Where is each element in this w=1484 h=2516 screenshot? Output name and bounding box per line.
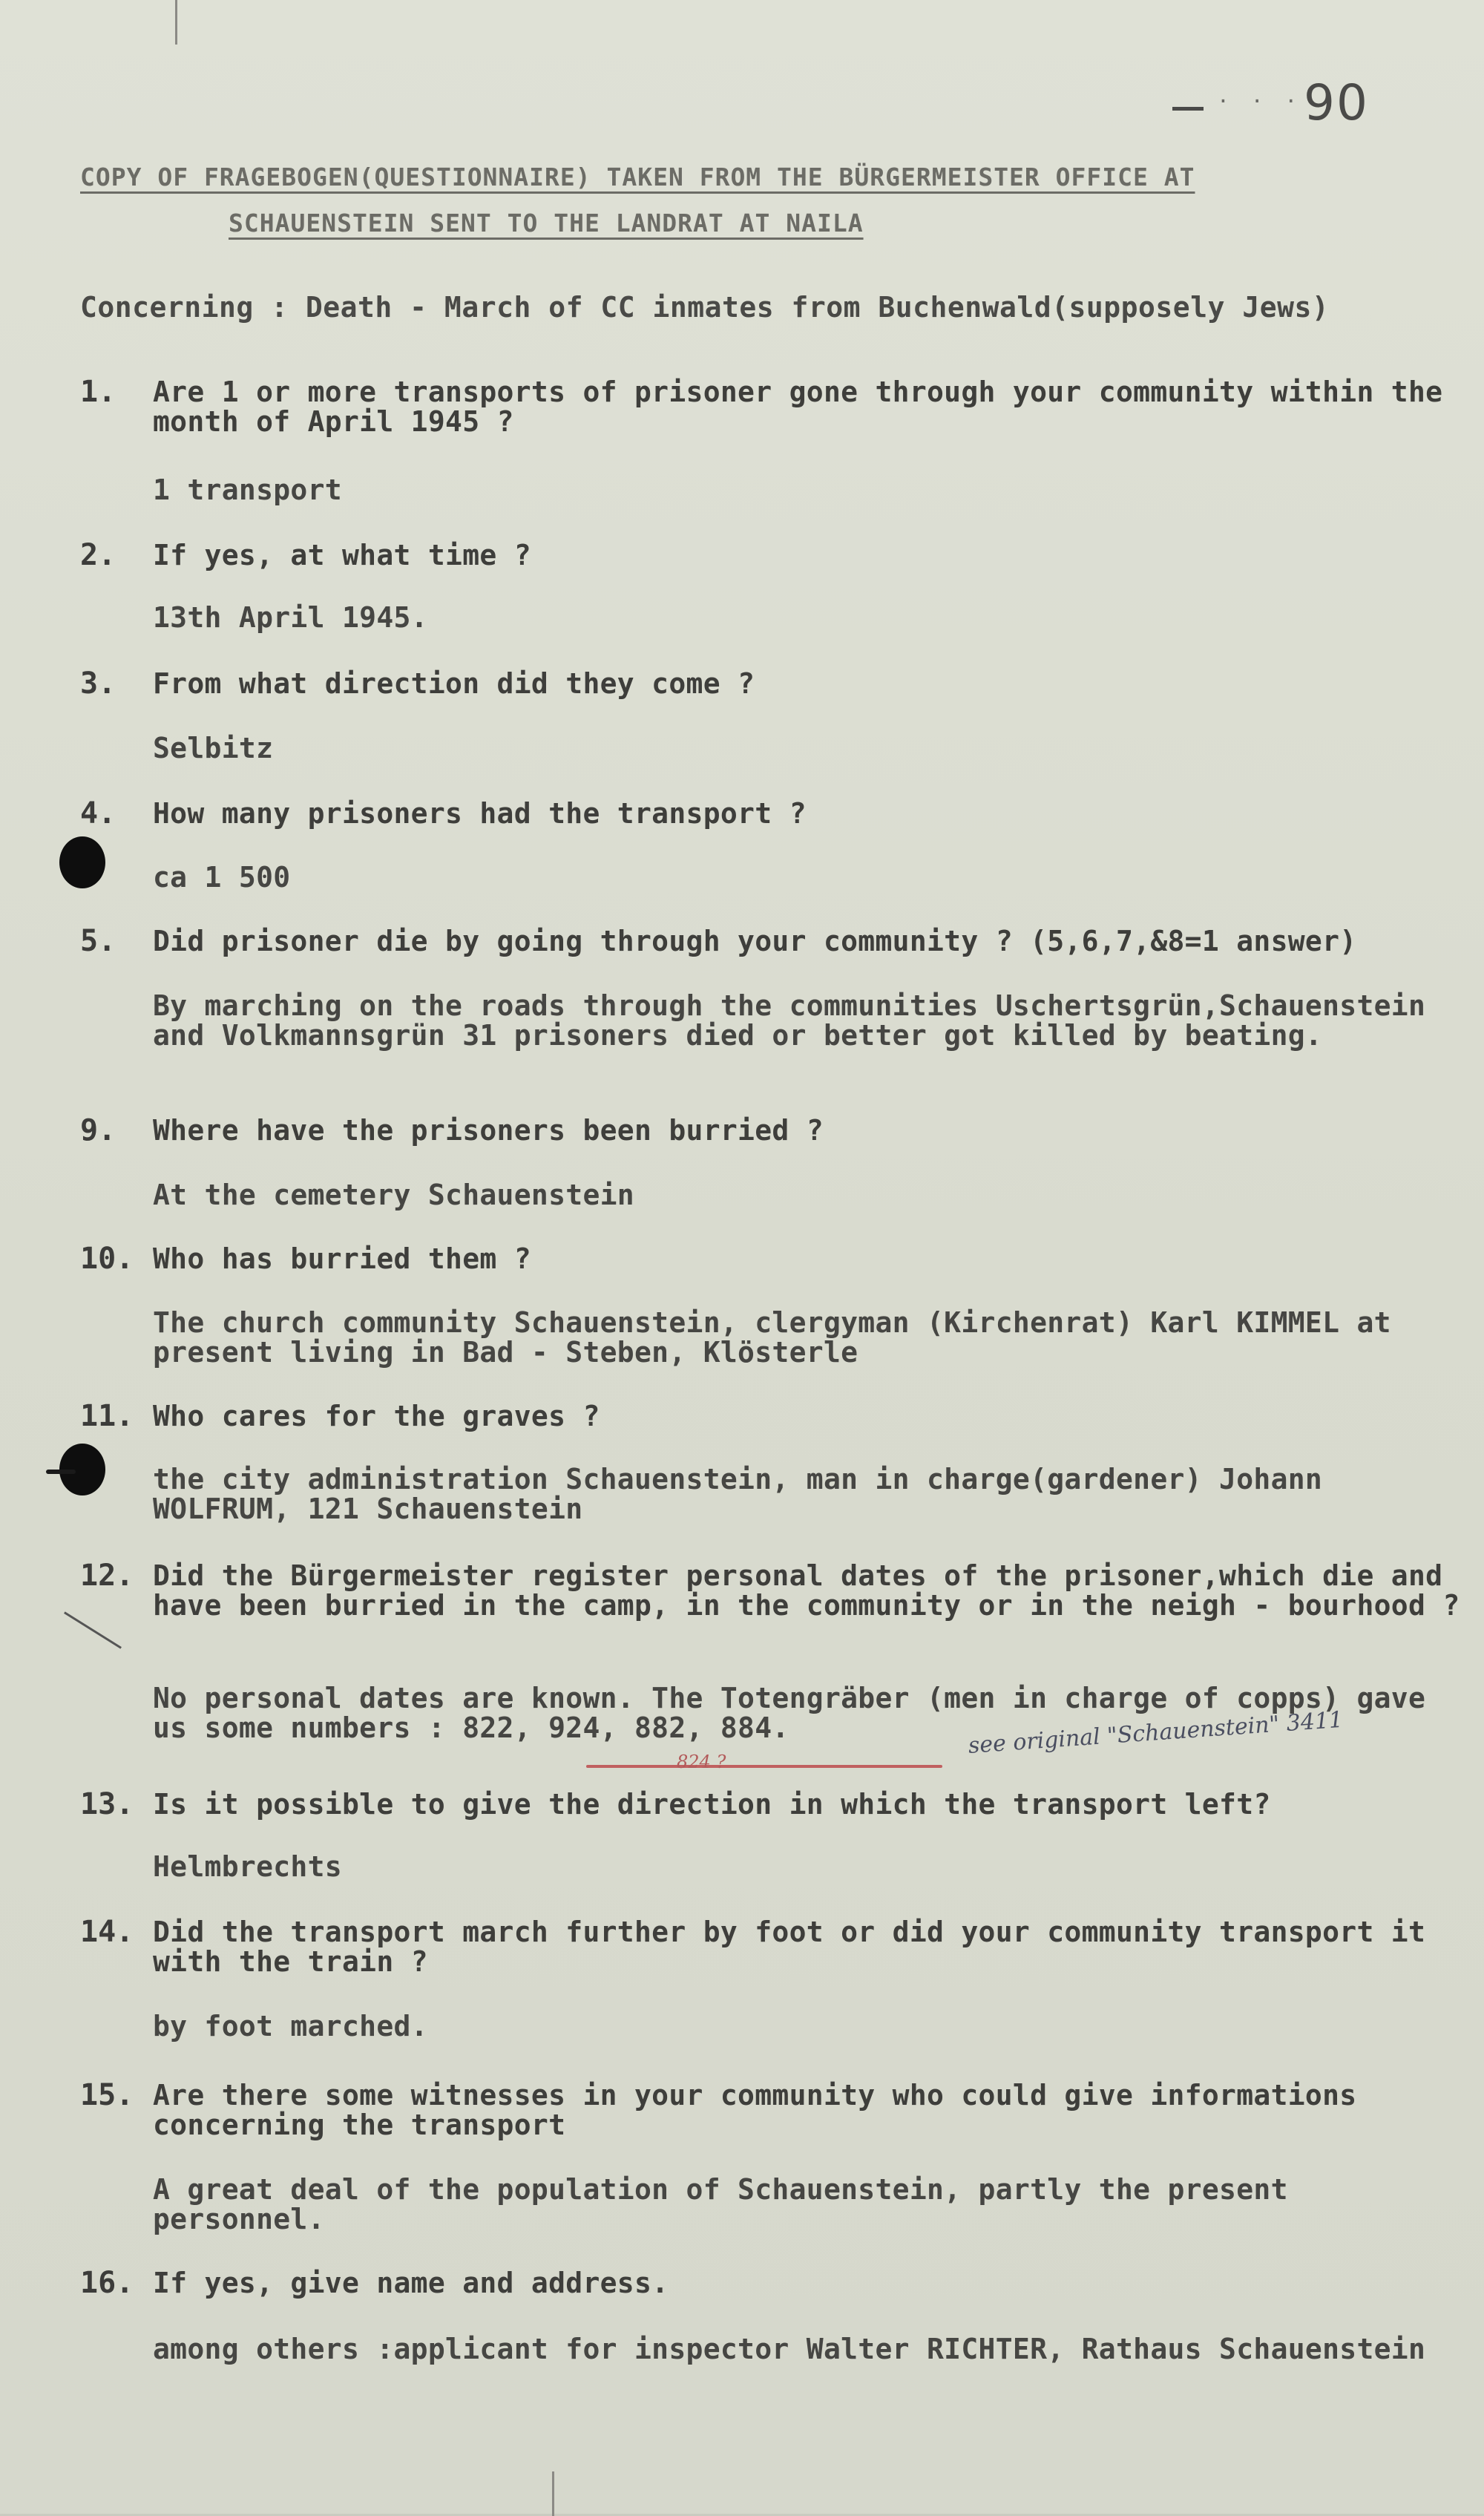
question-number: 15. xyxy=(80,2078,134,2112)
question-text: Is it possible to give the direction in which the transport left? xyxy=(153,1788,1271,1821)
question-number: 12. xyxy=(80,1559,134,1593)
question-number: 1. xyxy=(80,375,116,409)
punch-hole xyxy=(59,836,105,888)
question-text: Who cares for the graves ? xyxy=(153,1400,600,1432)
document-title xyxy=(80,154,1416,246)
question-text: Who has burried them ? xyxy=(153,1242,531,1275)
binding-mark xyxy=(552,2471,554,2516)
question-text: Did the transport march further by foot or did your community transport it with the train ? xyxy=(153,1916,1426,1978)
question-number: 9. xyxy=(80,1113,116,1147)
question-number: 3. xyxy=(80,666,116,701)
red-pencil-underline xyxy=(586,1765,942,1768)
question-text: Did the Bürgermeister register personal dates of the prisoner,which die and have been burried in the camp, in the community or in the neigh - bourhood ? xyxy=(153,1559,1460,1622)
concerning-line: Concerning : Death - March of CC inmates from Buchenwald(supposely Jews) xyxy=(80,291,1330,324)
question-number: 4. xyxy=(80,796,116,831)
page-dots: . . . xyxy=(1217,83,1302,108)
answer-text: by foot marched. xyxy=(153,2010,428,2042)
answer-text: ca 1 500 xyxy=(153,861,291,894)
question-number: 11. xyxy=(80,1399,134,1433)
answer-text: 13th April 1945. xyxy=(153,601,428,634)
question-text: From what direction did they come ? xyxy=(153,667,755,700)
question-number: 5. xyxy=(80,924,116,958)
answer-text: Helmbrechts xyxy=(153,1850,342,1883)
answer-text: 1 transport xyxy=(153,474,342,506)
answer-text: the city administration Schauenstein, man in charge(gardener) Johann WOLFRUM, 121 Schauenstein xyxy=(153,1463,1323,1525)
page-number: 90 xyxy=(1304,74,1369,131)
question-text: Are 1 or more transports of prisoner gone through your community within the month of April 1945 ? xyxy=(153,376,1443,438)
title-line-1: COPY OF FRAGEBOGEN(QUESTIONNAIRE) TAKEN FROM THE BÜRGERMEISTER OFFICE AT xyxy=(80,163,1195,191)
question-text: If yes, give name and address. xyxy=(153,2267,669,2299)
handwritten-correction: 824 ? xyxy=(677,1752,726,1772)
question-text: Did prisoner die by going through your community ? (5,6,7,&8=1 answer) xyxy=(153,925,1357,957)
question-text: How many prisoners had the transport ? xyxy=(153,797,807,830)
question-text: Are there some witnesses in your community who could give informations concerning the transport xyxy=(153,2079,1357,2141)
handwritten-margin-note: see original "Schauenstein" 3411 xyxy=(967,1706,1345,1759)
answer-text: At the cemetery Schauenstein xyxy=(153,1179,634,1211)
question-number: 14. xyxy=(80,1915,134,1949)
question-number: 13. xyxy=(80,1787,134,1821)
question-text: Where have the prisoners been burried ? xyxy=(153,1114,824,1147)
paper-scratch xyxy=(64,1611,122,1648)
answer-text: Selbitz xyxy=(153,732,274,764)
answer-text: among others :applicant for inspector Walter RICHTER, Rathaus Schauenstein xyxy=(153,2333,1426,2365)
answer-text: The church community Schauenstein, clergyman (Kirchenrat) Karl KIMMEL at present living in Bad - Steben, Klösterle xyxy=(153,1306,1391,1369)
page-dash xyxy=(1172,107,1204,111)
question-number: 10. xyxy=(80,1242,134,1276)
answer-text: By marching on the roads through the communities Uschertsgrün,Schauenstein and Volkmannsgrün 31 prisoners died or better got killed by beating. xyxy=(153,989,1426,1052)
binding-mark xyxy=(175,0,177,45)
question-number: 16. xyxy=(80,2266,134,2300)
title-line-2: SCHAUENSTEIN SENT TO THE LANDRAT AT NAILA xyxy=(229,209,864,237)
answer-text: A great deal of the population of Schauenstein, partly the present personnel. xyxy=(153,2173,1288,2235)
question-number: 2. xyxy=(80,538,116,572)
question-text: If yes, at what time ? xyxy=(153,539,531,571)
answer-text: No personal dates are known. The Totengräber (men in charge of copps) gave us some numbers : 822, 924, 882, 884. xyxy=(153,1682,1426,1744)
punch-hole-tear xyxy=(46,1470,76,1474)
